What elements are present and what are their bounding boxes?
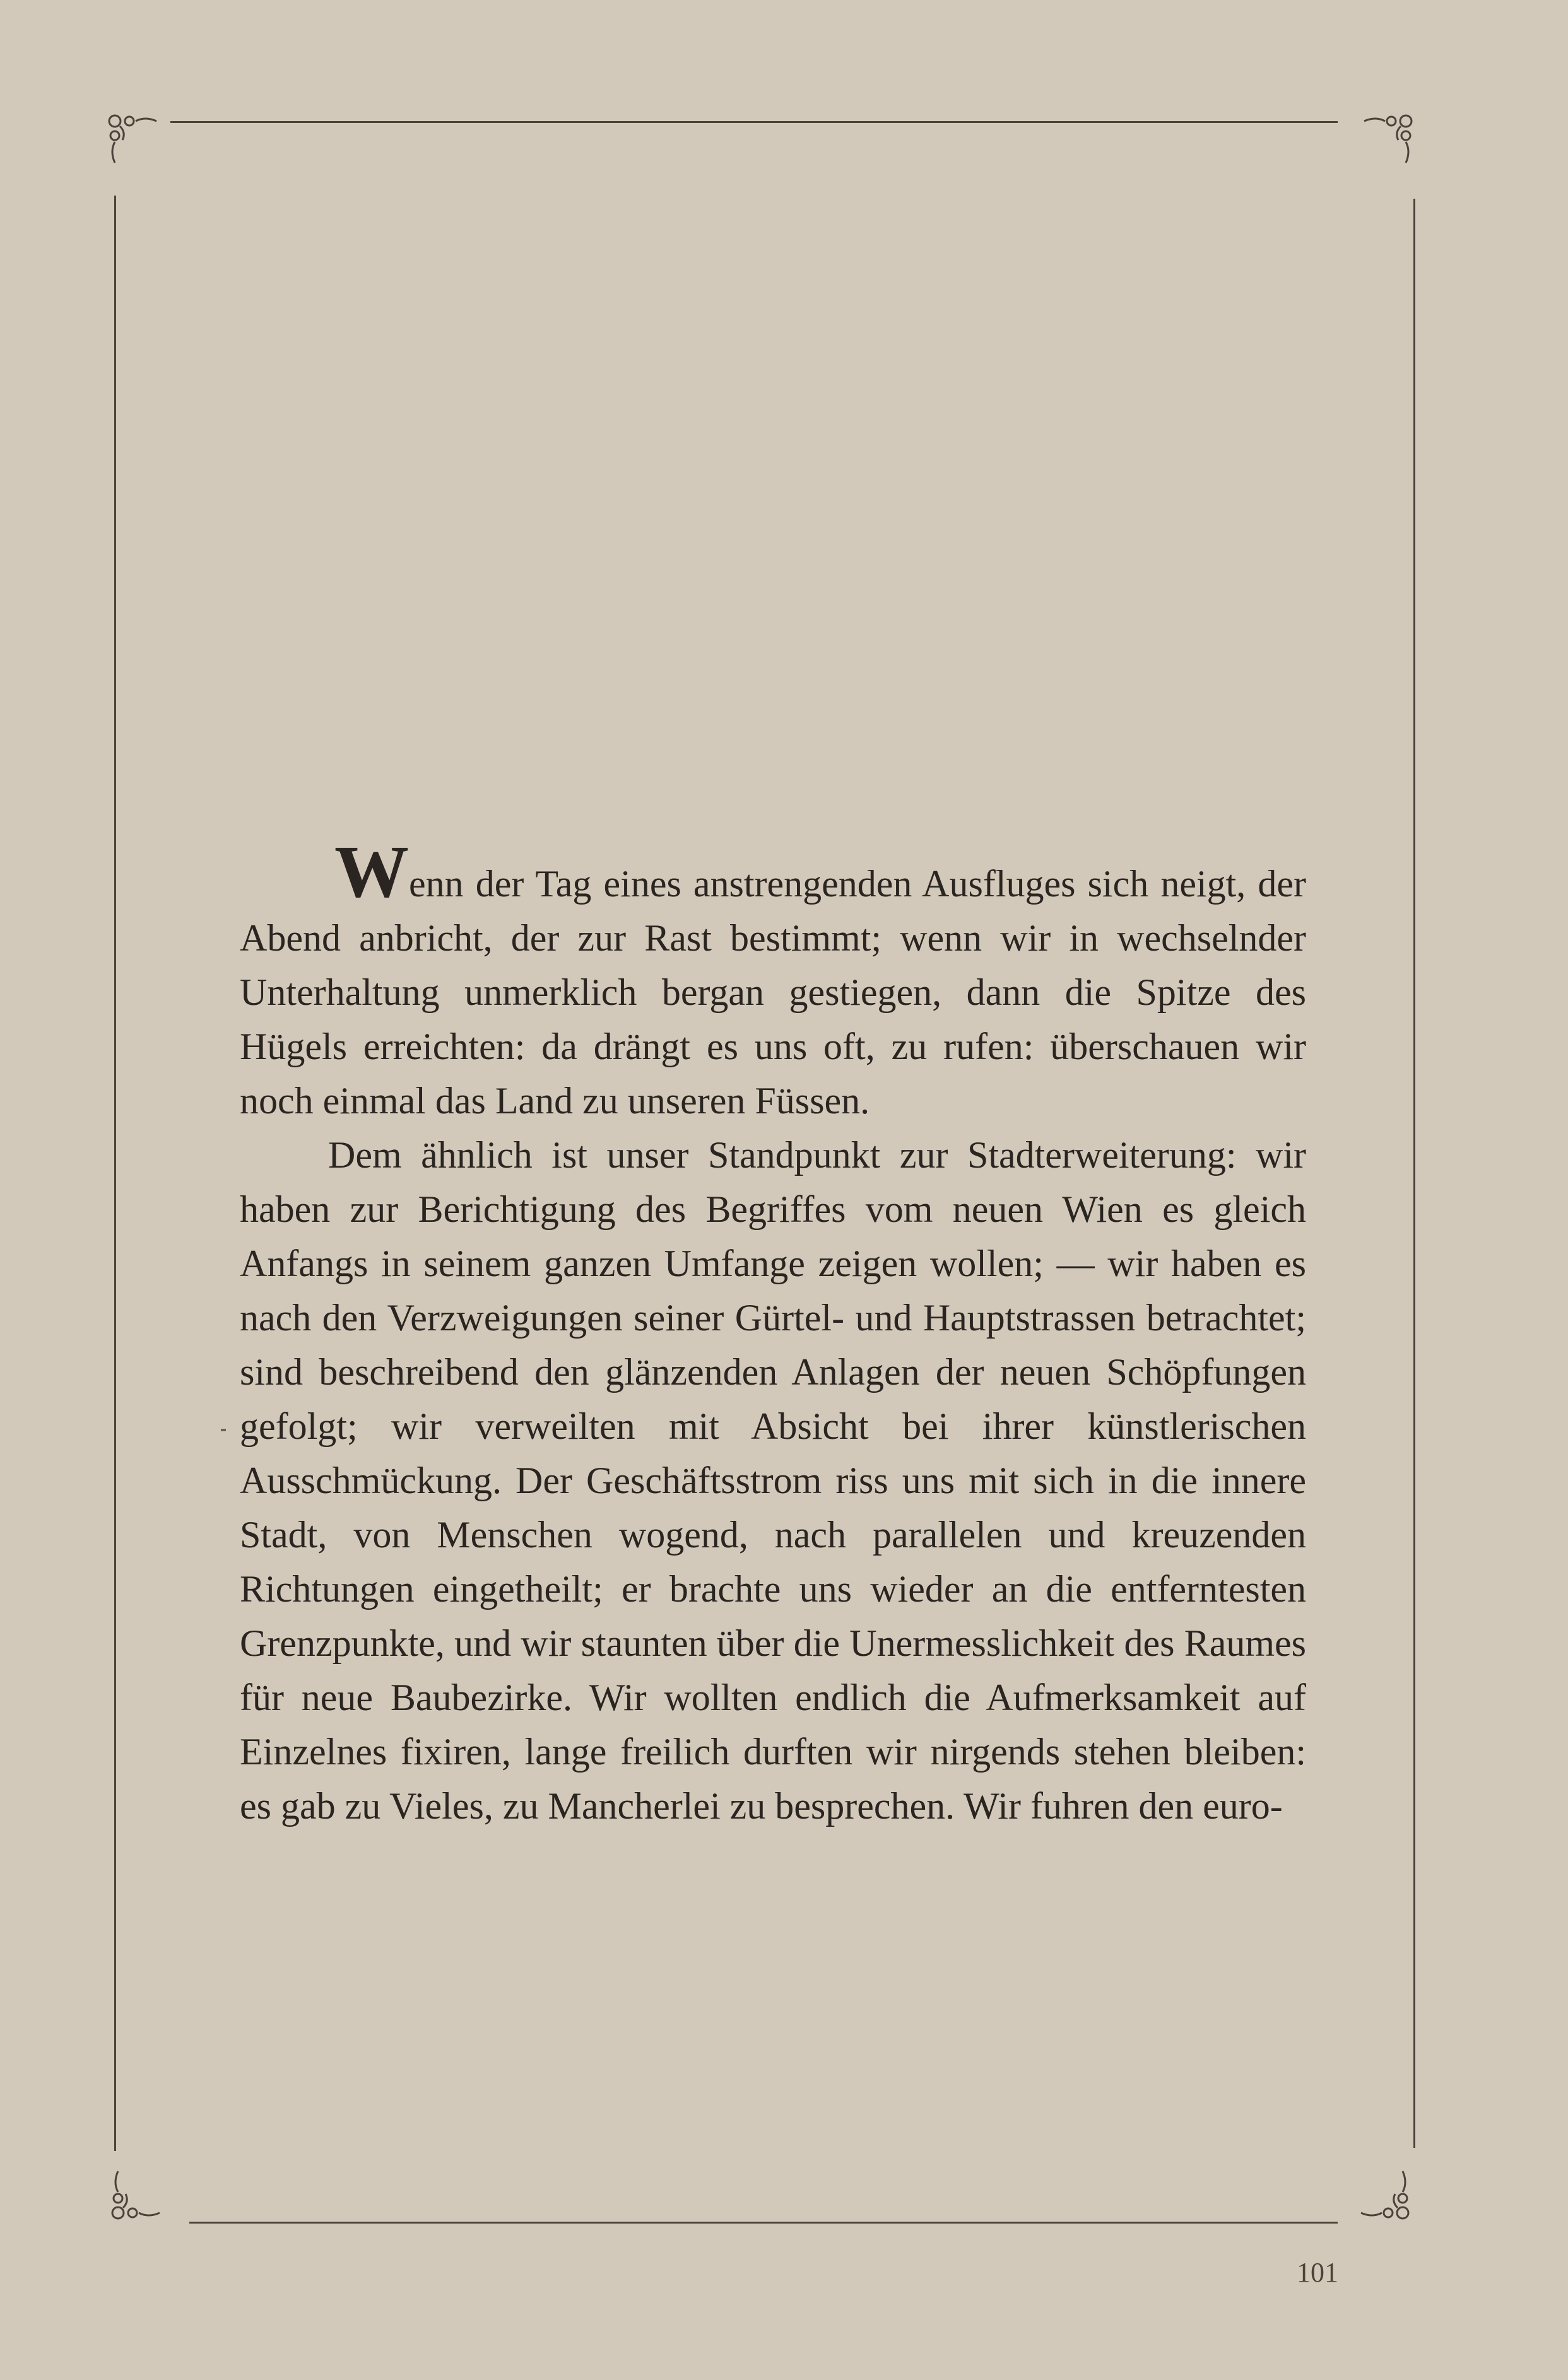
frame-bottom-line (189, 2222, 1338, 2224)
paragraph-1-text: enn der Tag eines anstrengenden Ausfluges sich neigt, der Abend anbricht, der zur Rast bestimmt; wenn wir in wechselnder Unterhaltung unmerklich bergan gestiegen, dann die Spitze des Hügels erreichten: da drängt es uns oft, zu rufen: überschauen wir noch einmal das Land zu unseren Füssen. (240, 863, 1306, 1122)
corner-ornament-icon (104, 2170, 161, 2227)
frame-top-line (170, 121, 1338, 123)
corner-ornament-icon (1363, 107, 1420, 164)
paragraph-2: Dem ähnlich ist unser Standpunkt zur Stadterweiterung: wir haben zur Berichtigung des Begriffes vom neuen Wien es gleich Anfangs in seinem ganzen Umfange zeigen wollen; — wir haben es nach den Verzweigungen seiner Gürtel- und Hauptstrassen betrachtet; sind beschreibend den glänzenden Anlagen der neuen Schöpfungen gefolgt; wir verweilten mit Absicht bei ihrer künstlerischen Ausschmückung. Der Geschäftsstrom riss uns mit sich in die innere Stadt, von Menschen wogend, nach parallelen und kreuzenden Richtungen eingetheilt; er brachte uns wieder an die entferntesten Grenzpunkte, und wir staunten über die Unermesslichkeit des Raumes für neue Baubezirke. Wir wollten endlich die Aufmerksamkeit auf Einzelnes fixiren, lange freilich durften wir nirgends stehen bleiben: es gab zu Vieles, zu Mancherlei zu besprechen. Wir fuhren den euro- (240, 1134, 1306, 1827)
margin-mark (221, 1429, 226, 1431)
page-number: 101 (1297, 2257, 1338, 2288)
frame-right-line (1413, 199, 1415, 2148)
corner-ornament-icon (101, 107, 158, 164)
paragraph-1 (240, 830, 1306, 1128)
initial-letter: W (334, 830, 409, 913)
corner-ornament-icon (1360, 2170, 1417, 2227)
body-text (240, 830, 1306, 1833)
frame-left-line (114, 196, 116, 2151)
